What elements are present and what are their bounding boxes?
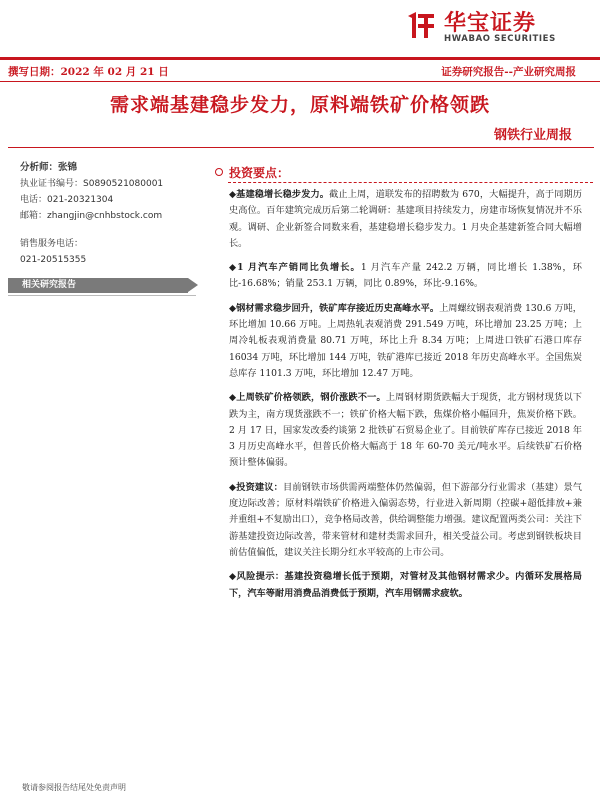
highlights-body — [229, 187, 582, 610]
paragraph-body: 上周钢材期货跌幅大于现货，北方钢材现货以下跌为主，南方现货涨跌不一；铁矿价格大幅下跌，焦煤价格小幅回升，焦炭价格下跌。2 月 17 日，国家发改委约谈第 2 批铁矿石贸易企业了。目前铁矿库存已接近 2018 年 3 月历史高峰水平，但普氏价格大幅高于 18 年 60-70 美元/吨水平。后续铁矿石价格预计整体偏弱。 — [229, 392, 582, 469]
analyst-sidebar — [20, 160, 190, 268]
paragraph-lead: ◆上周铁矿价格领跌，钢价涨跌不一。 — [229, 392, 386, 404]
paragraph-lead: ◆基建稳增长稳步发力。 — [229, 189, 330, 200]
related-reports-bar: 相关研究报告 — [8, 278, 188, 293]
analyst-cert: 执业证书编号：S0890521080001 — [20, 179, 164, 189]
sales-label: 销售服务电话： — [20, 239, 84, 249]
paragraph-body: 截止上周，道联发布的招聘数为 670，大幅提升，高于同期历史高位。百年建筑完成历后第二轮调研：基建项目持续发力，房建市场恢复情况并不乐观。调研、企业新签合同数来看，基建稳增长稳步发力。1 月央企基建新签合同大幅增长。 — [229, 189, 582, 249]
paragraph-risk — [229, 569, 582, 602]
company-logo — [404, 6, 574, 52]
sales-phone: 021-20515355 — [20, 255, 87, 265]
header-rule-thin — [0, 81, 600, 82]
brand-name-en: HWABAO SECURITIES — [444, 34, 556, 44]
brand-name-cn: 华宝证券 — [444, 11, 537, 36]
paragraph-lead: ◆1 月汽车产销同比负增长。 — [229, 262, 361, 274]
paragraph-advice — [229, 480, 582, 561]
sidebar-rule — [8, 295, 196, 296]
analyst-email[interactable]: 邮箱：zhangjin@cnhbstock.com — [20, 211, 163, 221]
brand-mark-icon — [404, 8, 438, 42]
section-rule — [228, 182, 593, 183]
report-title: 需求端基建稳步发力，原料端铁矿价格领跌 — [109, 94, 490, 116]
paragraph-auto — [229, 260, 582, 293]
paragraph-infrastructure — [229, 187, 582, 252]
analyst-phone: 电话：021-20321304 — [20, 195, 114, 205]
paragraph-demand — [229, 301, 582, 382]
paragraph-lead: ◆风险提示：基建投资稳增长低于预期，对管材及其他钢材需求少。内循环发展格局下，汽车等耐用消费品消费低于预期，汽车用钢需求疲软。 — [229, 571, 582, 599]
report-subtitle: 钢铁行业周报 — [493, 128, 572, 143]
paragraph-body: 上周螺纹钢表观消费 130.6 万吨，环比增加 10.66 万吨。上周热轧表观消费 291.549 万吨，环比增加 23.25 万吨；上周冷轧板表观消费量 80.71 万吨，环比上升 8.34 万吨；上周进口铁矿石港口库存 16034 万吨，环比增加 144 万吨，铁矿港库已接近 2018 年历史高峰水平。全国焦炭总库存 1101.3 万吨，环比增加 12.47 万吨。 — [229, 302, 582, 379]
paragraph-lead: ◆钢材需求稳步回升，铁矿库存接近历史高峰水平。 — [229, 302, 440, 314]
paragraph-prices — [229, 390, 582, 471]
title-rule — [8, 147, 594, 148]
header-rule — [0, 57, 600, 60]
report-type: 证券研究报告--产业研究周报 — [441, 66, 576, 78]
report-date: 撰写日期：2022 年 02 月 21 日 — [8, 66, 169, 78]
disclaimer-note: 敬请参阅报告结尾处免责声明 — [22, 783, 126, 792]
section-heading-text: 投资要点： — [229, 166, 290, 180]
analyst-name: 分析师：张锦 — [20, 162, 78, 173]
meta-row — [0, 62, 600, 80]
target-icon — [215, 168, 223, 176]
section-heading — [215, 164, 289, 181]
paragraph-body: 1 月汽车产量 242.2 万辆，同比增长 1.38%，环比-16.68%；销量 253.1 万辆，同比 0.89%，环比-9.16%。 — [229, 262, 582, 290]
paragraph-body: 目前钢铁市场供需两端整体仍然偏弱，但下游部分行业需求（基建）景气度边际改善；原材料端铁矿价格进入偏弱态势，行业进入新周期（控碳+超低排放+兼并重组+不复励出口），竞争格局改善，供给调整能力增强。建议配置两类公司：关注下游基建投资边际改善，带来管材和建材类需求回升，相关受益公司。考虑到钢铁板块目前估值偏低，建议关注长期分红水平较高的上市公司。 — [229, 481, 582, 558]
paragraph-lead: ◆投资建议： — [229, 481, 283, 493]
